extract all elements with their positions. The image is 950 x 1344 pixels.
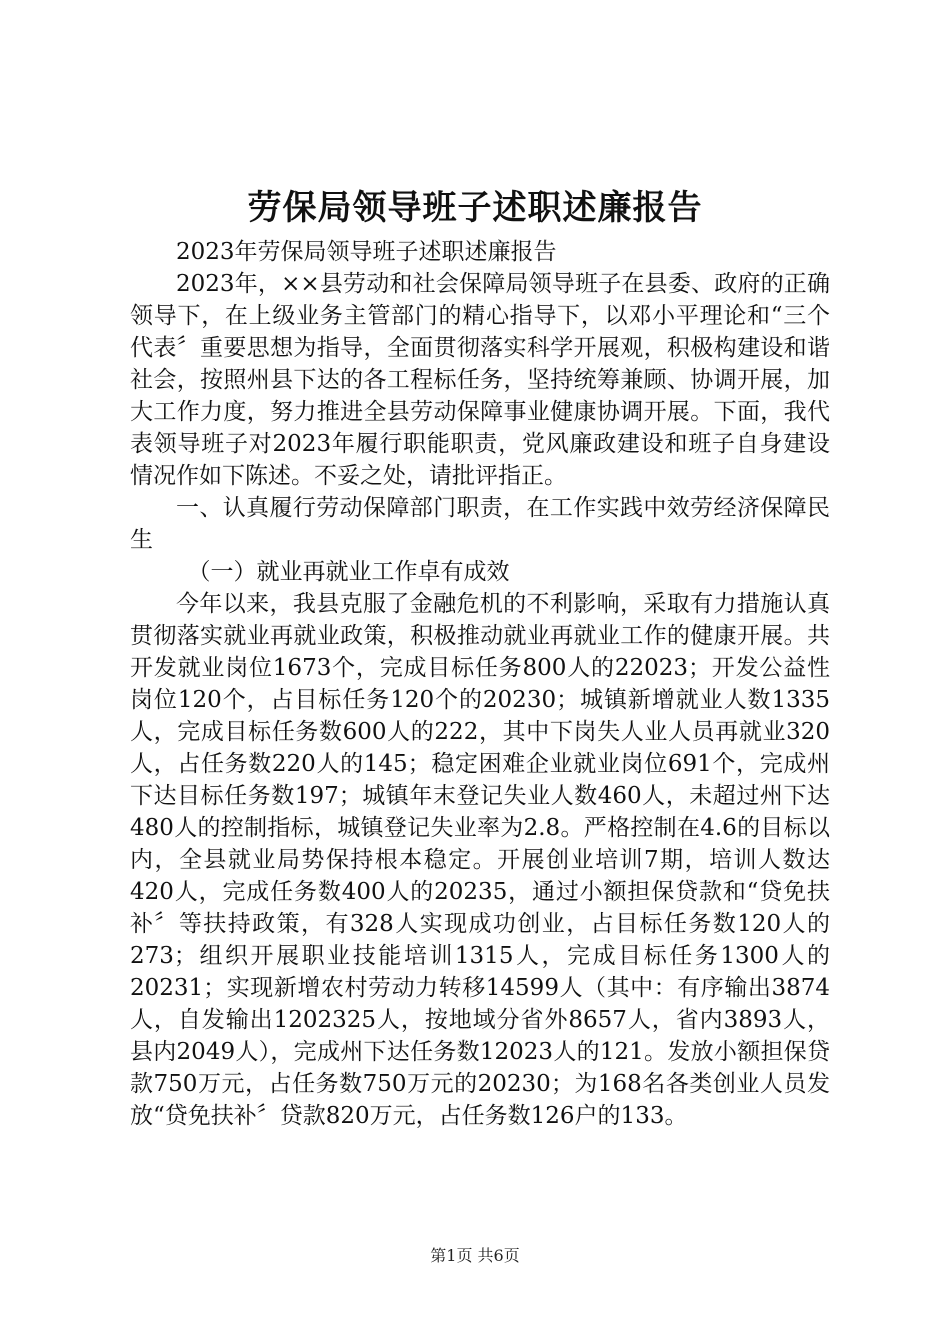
body-paragraph-employment: 今年以来，我县克服了金融危机的不利影响，采取有力措施认真贯彻落实就业再就业政策，积极推动就业再就业工作的健康开展。共开发就业岗位1673个，完成目标任务800人的22023；开发公益性岗位120个，占目标任务120个的20230；城镇新增就业人数1335人，完成目标任务数600人的222，其中下岗失人业人员再就业320人，占任务数220人的145；稳定困难企业就业岗位691个，完成州下达目标任务数197；城镇年末登记失业人数460人，未超过州下达480人的控制指标，城镇登记失业率为2.8。严格控制在4.6的目标以内，全县就业局势保持根本稳定。开展创业培训7期，培训人数达420人，完成任务数400人的20235，通过小额担保贷款和“贷免扶补〞等扶持政策，有328人实现成功创业，占目标任务数120人的273；组织开展职业技能培训1315人，完成目标任务1300人的20231；实现新增农村劳动力转移14599人（其中：有序输出3874人，自发输出1202325人，按地域分省外8657人，省内3893人，县内2049人），完成州下达任务数12023人的121。发放小额担保贷款750万元，占任务数750万元的20230；为168名各类创业人员发放“贷免扶补〞贷款820万元，占任务数126户的133。	[130, 591, 830, 1129]
document-body	[130, 236, 830, 1132]
subsection-heading: （一）就业再就业工作卓有成效	[187, 559, 510, 585]
body-paragraph-subtitle: 2023年劳保局领导班子述职述廉报告	[176, 239, 557, 265]
section-heading: 一、认真履行劳动保障部门职责，在工作实践中效劳经济保障民生	[130, 495, 830, 553]
document-title: 劳保局领导班子述职述廉报告	[247, 188, 703, 228]
page-footer: 第1页 共6页	[430, 1246, 520, 1265]
body-paragraph-intro: 2023年，××县劳动和社会保障局领导班子在县委、政府的正确领导下，在上级业务主管部门的精心指导下，以邓小平理论和“三个代表〞重要思想为指导，全面贯彻落实科学开展观，积极构建设和谐社会，按照州县下达的各工程标任务，坚持统筹兼顾、协调开展，加大工作力度，努力推进全县劳动保障事业健康协调开展。下面，我代表领导班子对2023年履行职能职责，党风廉政建设和班子自身建设情况作如下陈述。不妥之处，请批评指正。	[130, 271, 830, 489]
